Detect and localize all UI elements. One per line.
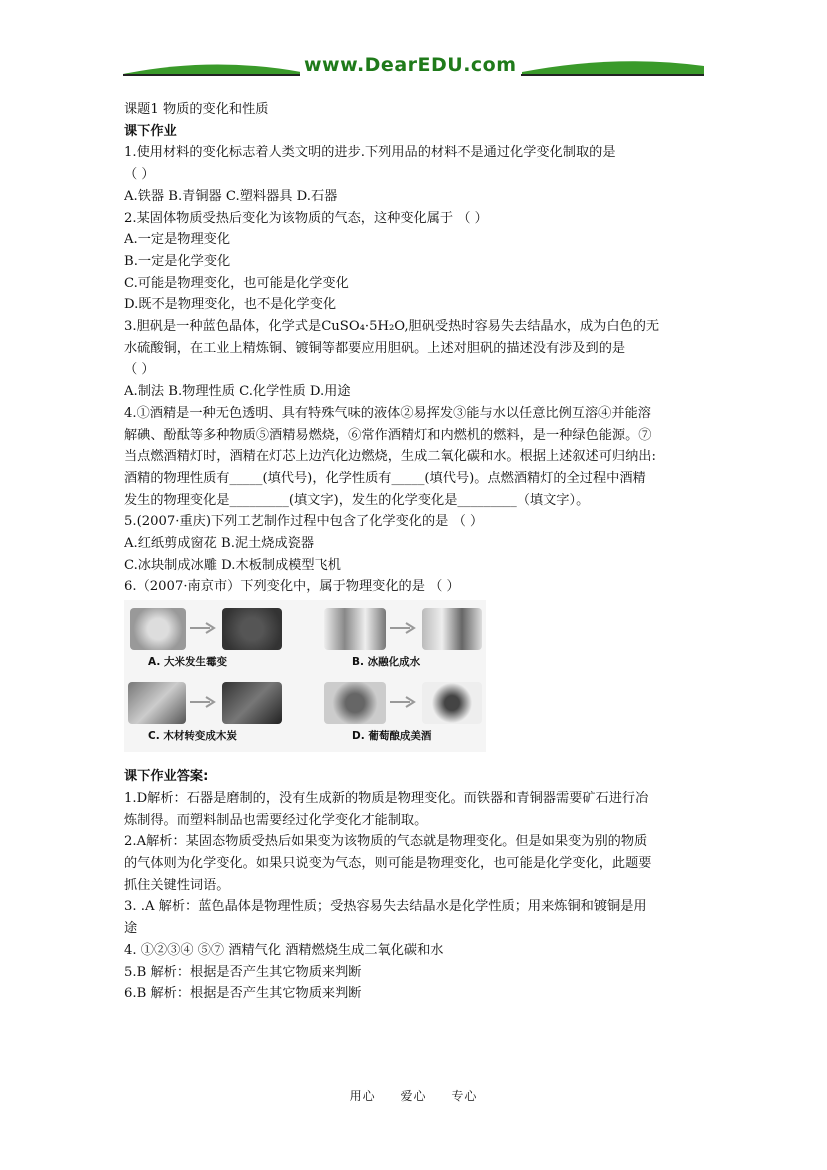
lesson-title: 课题1 物质的变化和性质	[124, 102, 269, 117]
question-line: A.制法 B.物理性质 C.化学性质 D.用途	[124, 384, 351, 400]
question-line: A.铁器 B.青铜器 C.塑料器具 D.石器	[124, 188, 338, 204]
question-line: 2.某固体物质受热后变化为该物质的气态，这种变化属于 （ ）	[124, 210, 488, 226]
section-heading-homework: 课下作业	[124, 123, 177, 139]
arrow-icon	[190, 696, 218, 708]
question-line: 当点燃酒精灯时，酒精在灯芯上边汽化边燃烧，生成二氧化碳和水。根据上述叙述可归纳出:	[124, 449, 656, 465]
question-line: D.既不是物理变化，也不是化学变化	[124, 297, 337, 313]
answer-line: 4. ①②③④ ⑤⑦ 酒精气化 酒精燃烧生成二氧化碳和水	[124, 942, 444, 958]
moldy-rice-image	[222, 608, 282, 650]
answer-line: 的气体则为化学变化。如果只说变为气态，则可能是物理变化，也可能是化学变化，此题要	[124, 855, 652, 871]
answer-line: 1.D解析：石器是磨制的，没有生成新的物质是物理变化。而铁器和青铜器需要矿石进行冶	[124, 790, 649, 806]
figure-panel-d	[322, 678, 486, 748]
answer-line: 炼制得。而塑料制品也需要经过化学变化才能制取。	[124, 812, 428, 828]
grapes-image	[324, 682, 386, 724]
header-swoosh-left	[123, 52, 303, 76]
question-line: 水硫酸铜，在工业上精炼铜、镀铜等都要应用胆矾。上述对胆矾的描述没有涉及到的是	[124, 340, 626, 356]
figure-panel-b	[322, 604, 486, 674]
footer-text: 爱心	[400, 1089, 427, 1103]
question-line: 酒精的物理性质有_____(填代号)，化学性质有_____(填代号)。点燃酒精灯的全过程中酒精	[124, 470, 646, 486]
arrow-icon	[390, 696, 418, 708]
question-line: 解碘、酚酞等多种物质⑤酒精易燃烧，⑥常作酒精灯和内燃机的燃料，是一种绿色能源。⑦	[124, 427, 652, 443]
site-logo[interactable]: www.DearEDU.com	[300, 54, 521, 76]
wood-image	[128, 682, 186, 724]
answer-line: 3. .A 解析：蓝色晶体是物理性质；受热容易失去结晶水是化学性质；用来炼铜和镀铜是用	[124, 899, 647, 915]
question-line: A.一定是物理变化	[124, 232, 231, 248]
question-line: （ ）	[124, 167, 155, 183]
document-body	[124, 99, 708, 1005]
question-line: 发生的物理变化是_________(填文字)，发生的化学变化是_________（填文字）。	[124, 492, 590, 508]
footer-text: 专心	[451, 1089, 478, 1103]
section-heading-answers: 课下作业答案:	[124, 769, 209, 785]
answer-line: 2.A解析：某固态物质受热后如果变为该物质的气态就是物理变化。但是如果变为别的物质	[124, 834, 648, 850]
page-footer	[0, 1087, 827, 1104]
question-line: 3.胆矾是一种蓝色晶体，化学式是CuSO₄·5H₂O,胆矾受热时容易失去结晶水，成为白色的无	[124, 319, 660, 335]
answer-line: 途	[124, 921, 138, 937]
rice-image	[130, 608, 186, 650]
figure-panel-c	[128, 678, 292, 748]
question-6-figure	[124, 600, 486, 752]
answer-line: 5.B 解析：根据是否产生其它物质来判断	[124, 964, 362, 980]
question-line: C.冰块制成冰雕 D.木板制成模型飞机	[124, 557, 341, 573]
figure-caption-b: B. 冰融化成水	[352, 656, 421, 669]
figure-caption-a: A. 大米发生霉变	[148, 656, 227, 669]
answer-line: 抓住关键性词语。	[124, 877, 230, 893]
question-line: B.一定是化学变化	[124, 253, 231, 269]
figure-caption-c: C. 木材转变成木炭	[148, 730, 237, 743]
answer-line: 6.B 解析：根据是否产生其它物质来判断	[124, 986, 362, 1002]
header-swoosh-right	[520, 52, 704, 76]
arrow-icon	[390, 622, 418, 634]
question-line: A.红纸剪成窗花 B.泥土烧成瓷器	[124, 536, 315, 552]
water-image	[422, 608, 482, 650]
question-line: 6.（2007·南京市）下列变化中，属于物理变化的是 （ ）	[124, 579, 460, 595]
question-line: 5.(2007·重庆)下列工艺制作过程中包含了化学变化的是 （ ）	[124, 514, 484, 530]
figure-caption-d: D. 葡萄酿成美酒	[352, 730, 432, 743]
charcoal-image	[222, 682, 282, 724]
wine-image	[422, 682, 482, 724]
question-line: （ ）	[124, 362, 155, 378]
footer-text: 用心	[349, 1089, 376, 1103]
figure-panel-a	[128, 604, 292, 674]
question-line: C.可能是物理变化，也可能是化学变化	[124, 275, 349, 291]
question-line: 1.使用材料的变化标志着人类文明的进步.下列用品的材料不是通过化学变化制取的是	[124, 145, 616, 161]
ice-image	[324, 608, 386, 650]
arrow-icon	[190, 622, 218, 634]
question-line: 4.①酒精是一种无色透明、具有特殊气味的液体②易挥发③能与水以任意比例互溶④并能溶	[124, 405, 651, 421]
